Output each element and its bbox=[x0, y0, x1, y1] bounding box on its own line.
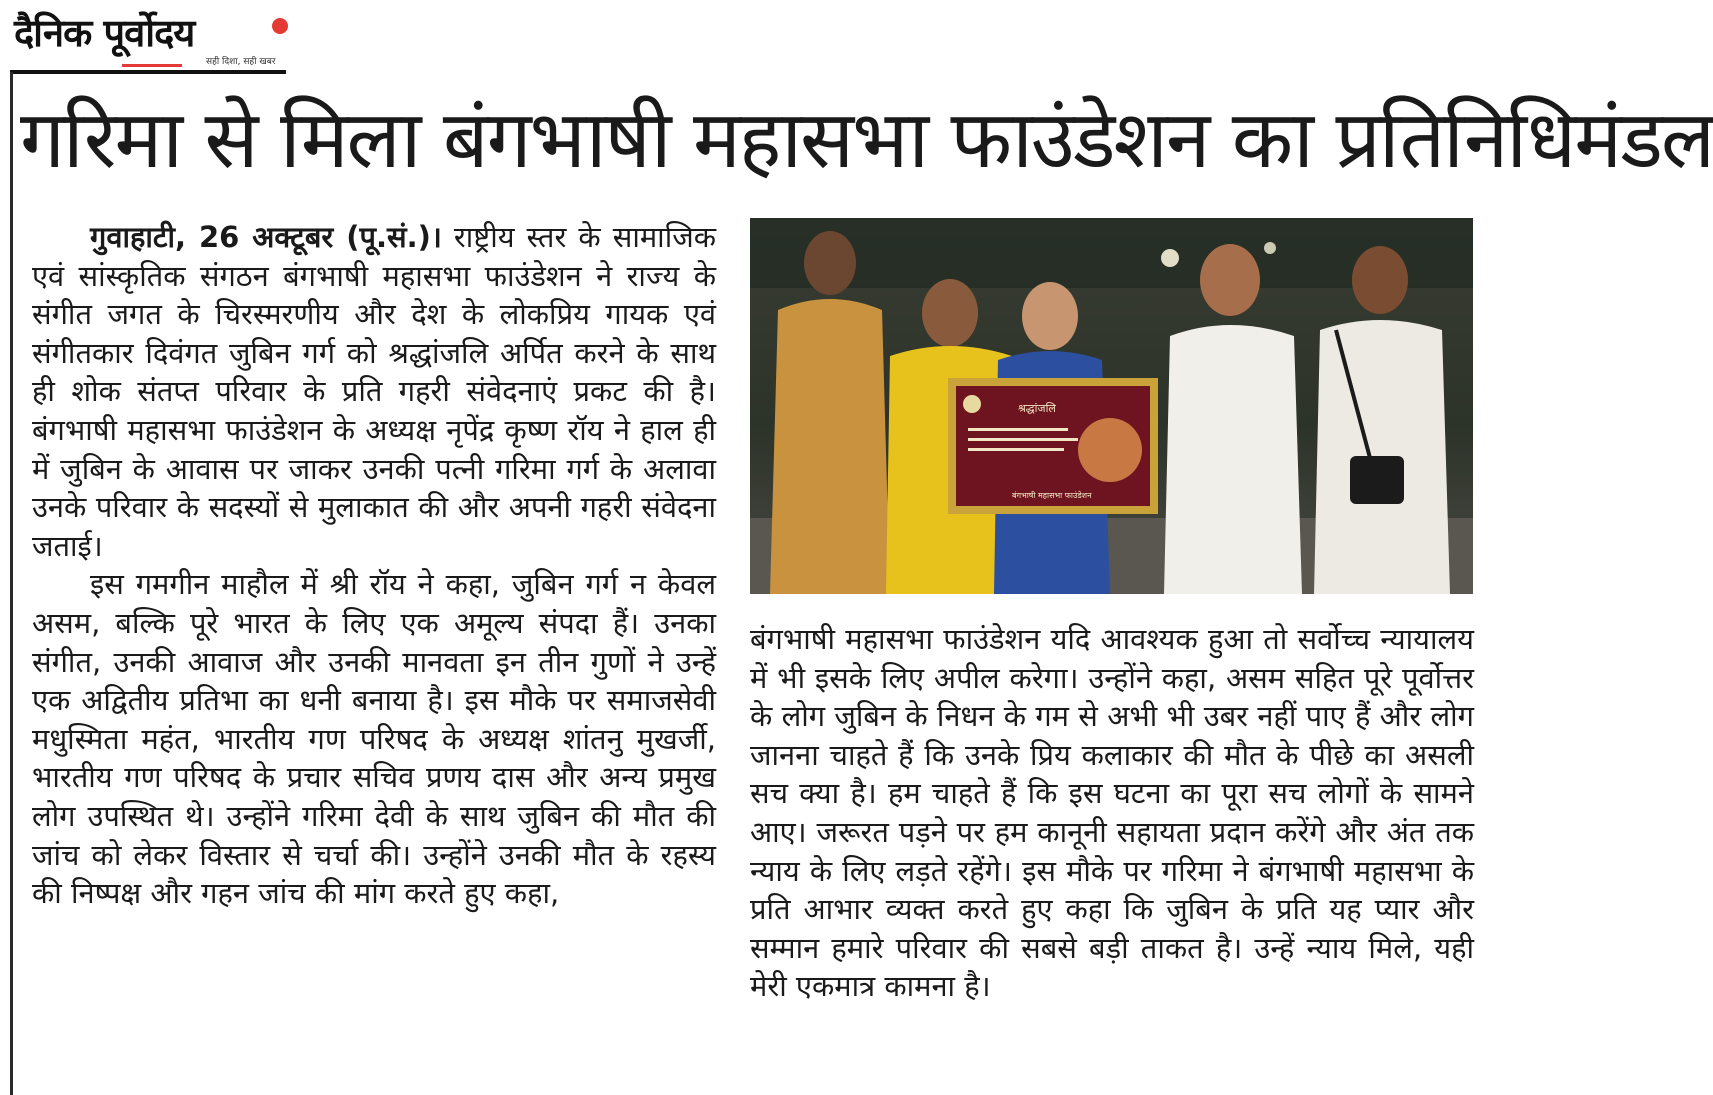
masthead-accent-line bbox=[122, 64, 182, 67]
article-column-right bbox=[750, 620, 1474, 1095]
frame-title: श्रद्धांजलि bbox=[1018, 402, 1056, 415]
dateline: गुवाहाटी, 26 अक्टूबर (पू.सं.)। bbox=[90, 220, 442, 254]
column-rule bbox=[10, 72, 13, 1095]
headline: गरिमा से मिला बंगभाषी महासभा फाउंडेशन का प्रतिनिधिमंडल bbox=[20, 93, 1713, 186]
masthead-underline bbox=[10, 70, 286, 74]
masthead-logo-dot bbox=[272, 18, 288, 34]
article-paragraph-2: इस गमगीन माहौल में श्री रॉय ने कहा, जुबिन गर्ग न केवल असम, बल्कि पूरे भारत के लिए एक अमूल्य संपदा हैं। उनका संगीत, उनकी आवाज और उनकी मानवता इन तीन गुणों ने उन्हें एक अद्वितीय प्रतिभा का धनी बनाया है। इस मौके पर समाजसेवी मधुस्मिता महंत, भारतीय गण परिषद के अध्यक्ष शांतनु मुखर्जी, भारतीय गण परिषद के प्रचार सचिव प्रणय दास और अन्य प्रमुख लोग उपस्थित थे। उन्होंने गरिमा देवी के साथ जुबिन की मौत की जांच को लेकर विस्तार से चर्चा की। उन्होंने उनकी मौत के रहस्य की निष्पक्ष और गहन जांच की मांग करते हुए कहा, bbox=[32, 567, 716, 911]
article-paragraph-3: बंगभाषी महासभा फाउंडेशन यदि आवश्यक हुआ तो सर्वोच्च न्यायालय में भी इसके लिए अपील करेगा। उन्होंने कहा, असम सहित पूरे पूर्वोत्तर के लोग जुबिन के निधन के गम से अभी भी उबर नहीं पाए हैं और लोग जानना चाहते हैं कि उनके प्रिय कलाकार की मौत के पीछे का असली सच क्या है। हम चाहते हैं कि इस घटना का पूरा सच लोगों के सामने आए। जरूरत पड़ने पर हम कानूनी सहायता प्रदान करेंगे और अंत तक न्याय के लिए लड़ते रहेंगे। इस मौके पर गरिमा ने बंगभाषी महासभा के प्रति आभार व्यक्त करते हुए कहा कि जुबिन के प्रति यह प्यार और सम्मान हमारे परिवार की सबसे बड़ी ताकत है। उन्हें न्याय मिले, यही मेरी एकमात्र कामना है। bbox=[750, 622, 1474, 1004]
frame-footer: बंगभाषी महासभा फाउंडेशन bbox=[1012, 491, 1092, 500]
news-photo bbox=[750, 218, 1473, 594]
masthead bbox=[10, 6, 288, 72]
article-paragraph-1 bbox=[32, 218, 716, 565]
article-column-left bbox=[32, 218, 716, 1095]
paragraph-1-text: राष्ट्रीय स्तर के सामाजिक एवं सांस्कृतिक संगठन बंगभाषी महासभा फाउंडेशन ने राज्य के संगीत जगत के चिरस्मरणीय और देश के लोकप्रिय गायक एवं संगीतकार दिवंगत जुबिन गर्ग को श्रद्धांजलि अर्पित करने के साथ ही शोक संतप्त परिवार के प्रति गहरी संवेदनाएं प्रकट की है। बंगभाषी महासभा फाउंडेशन के अध्यक्ष नृपेंद्र कृष्ण रॉय ने हाल ही में जुबिन के आवास पर जाकर उनकी पत्नी गरिमा गर्ग के अलावा उनके परिवार के सदस्यों से मुलाकात की और अपनी गहरी संवेदना जताई। bbox=[32, 220, 716, 563]
group-photo-illustration bbox=[750, 218, 1473, 594]
masthead-tagline: सही दिशा, सही खबर bbox=[206, 57, 276, 67]
newspaper-name: दैनिक पूर्वोदय bbox=[14, 11, 195, 55]
